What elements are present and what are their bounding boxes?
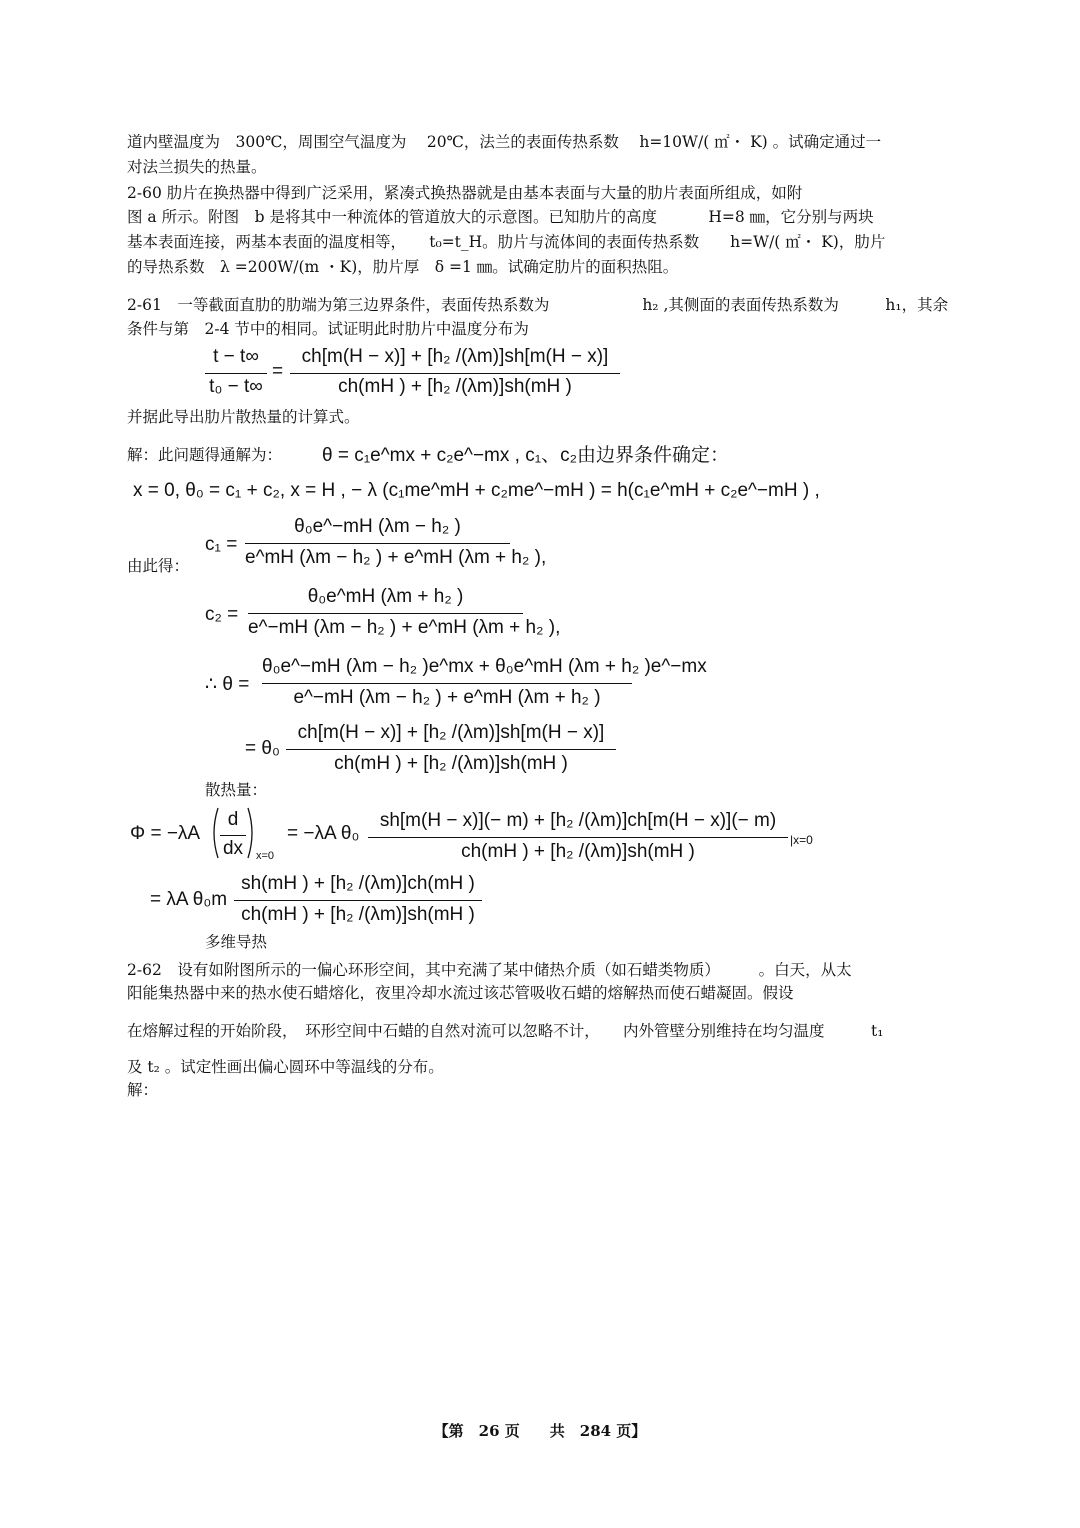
fraction-denominator: ch(mH ) + [h₂ /(λm)]sh(mH ): [461, 841, 695, 862]
phi-result-fraction: [234, 871, 482, 929]
fraction-numerator: ch[m(H − x)] + [h₂ /(λm)]sh[m(H − x)]: [301, 346, 609, 367]
fraction-bar: [220, 835, 246, 836]
phi-result-lhs: = λA θ₀m: [150, 889, 228, 910]
left-paren: [208, 806, 220, 860]
fraction-denominator: e^−mH (λm − h₂ ) + e^mH (λm + h₂ ),: [248, 617, 561, 638]
fraction-denominator: e^−mH (λm − h₂ ) + e^mH (λm + h₂ ): [293, 687, 601, 708]
fraction-bar: [368, 837, 788, 838]
fraction-numerator: θ₀e^−mH (λm − h₂ )e^mx + θ₀e^mH (λm + h₂ )e^−mx: [262, 656, 707, 677]
c1-fraction: [245, 514, 547, 572]
theta-lhs: ∴ θ =: [205, 674, 250, 695]
general-solution: θ = c₁e^mx + c₂e^−mx , c₁、c₂由边界条件确定：: [322, 445, 729, 466]
fraction-bar: [205, 373, 267, 374]
fraction-denominator: t₀ − t∞: [209, 376, 263, 397]
fraction-numerator: θ₀e^mH (λm + h₂ ): [307, 586, 464, 607]
text-line: 由此得：: [127, 557, 190, 575]
text-line: 在熔解过程的开始阶段， 环形空间中石蜡的自然对流可以忽略不计， 内外管壁分别维持在均匀温度 t₁: [127, 1022, 884, 1040]
heat-flow-label: 散热量：: [205, 781, 268, 799]
equals-sign: =: [272, 361, 284, 382]
boundary-conditions: x = 0, θ₀ = c₁ + c₂, x = H , − λ (c₁me^mH + c₂me^−mH ) = h(c₁e^mH + c₂e^−mH ) ,: [133, 480, 820, 501]
fraction-denominator: ch(mH ) + [h₂ /(λm)]sh(mH ): [334, 753, 568, 774]
text-line: 图 a 所示。附图 b 是将其中一种流体的管道放大的示意图。已知肋片的高度 H=8 ㎜，它分别与两块: [127, 208, 874, 226]
phi-middle: = −λA θ₀: [287, 823, 360, 844]
solution-label: 解：: [127, 1081, 159, 1099]
theta-fraction: [262, 654, 707, 712]
fraction-denominator: e^mH (λm − h₂ ) + e^mH (λm + h₂ ),: [245, 547, 547, 568]
subscript: x=0: [256, 850, 275, 862]
c1-lhs: c₁ =: [205, 534, 238, 555]
equation-lhs-fraction: [205, 344, 267, 402]
fraction-denominator: ch(mH ) + [h₂ /(λm)]sh(mH ): [338, 376, 572, 397]
problem-2-62: 2-62 设有如附图所示的一偏心环形空间，其中充满了某中储热介质（如石蜡类物质） 。白天，从太: [127, 961, 852, 979]
fraction-denominator: ch(mH ) + [h₂ /(λm)]sh(mH ): [241, 904, 475, 925]
phi-fraction: [368, 808, 788, 866]
theta-simplified-lhs: = θ₀: [245, 738, 280, 759]
theta-simplified-fraction: [286, 720, 616, 778]
fraction-bar: [248, 613, 523, 614]
equation-rhs-fraction: [290, 344, 620, 402]
text-line: 道内壁温度为 300℃，周围空气温度为 20℃，法兰的表面传热系数 h=10W/( ㎡・ K) 。试确定通过一: [127, 133, 882, 151]
fraction-numerator: d: [227, 809, 239, 830]
c2-fraction: [248, 584, 561, 642]
fraction-numerator: θ₀e^−mH (λm − h₂ ): [294, 516, 461, 537]
fraction-bar: [234, 900, 482, 901]
fraction-numerator: sh[m(H − x)](− m) + [h₂ /(λm)]ch[m(H − x)](− m): [379, 810, 777, 831]
section-title: 多维导热: [205, 933, 268, 951]
solution-label: 解：此问题得通解为：: [127, 446, 283, 464]
phi-lhs: Φ = −λA: [130, 823, 201, 844]
derivative-fraction: [220, 808, 246, 862]
text-line: 的导热系数 λ =200W/(m ・K)，肋片厚 δ =1 ㎜。试确定肋片的面积热阻。: [127, 258, 679, 276]
evaluation-bar: |x=0: [790, 833, 813, 847]
text-line: 及 t₂ 。试定性画出偏心圆环中等温线的分布。: [127, 1058, 444, 1076]
c2-lhs: c₂ =: [205, 604, 239, 625]
problem-2-61: 2-61 一等截面直肋的肋端为第三边界条件，表面传热系数为 h₂ ,其侧面的表面传热系数为 h₁，其余: [127, 296, 949, 314]
text-line: 条件与第 2-4 节中的相同。试证明此时肋片中温度分布为: [127, 320, 529, 338]
fraction-numerator: ch[m(H − x)] + [h₂ /(λm)]sh[m(H − x)]: [297, 722, 605, 743]
fraction-bar: [286, 749, 616, 750]
fraction-bar: [245, 543, 510, 544]
fraction-numerator: sh(mH ) + [h₂ /(λm)]ch(mH ): [241, 873, 475, 894]
text-line: 对法兰损失的热量。: [127, 158, 267, 176]
fraction-denominator: dx: [222, 838, 244, 859]
text-line: 阳能集热器中来的热水使石蜡熔化，夜里冷却水流过该芯管吸收石蜡的熔解热而使石蜡凝固。假设: [127, 984, 794, 1002]
page-number: 【第 26 页 共 284 页】: [433, 1422, 647, 1440]
fraction-numerator: t − t∞: [213, 346, 259, 367]
text-line: 并据此导出肋片散热量的计算式。: [127, 408, 360, 426]
problem-2-60: 2-60 肋片在换热器中得到广泛采用，紧凑式换热器就是由基本表面与大量的肋片表面所组成，如附: [127, 184, 803, 202]
text-line: 基本表面连接，两基本表面的温度相等， t₀=t_H。肋片与流体间的表面传热系数 h=W/( ㎡・ K)，肋片: [127, 233, 886, 251]
fraction-bar: [290, 373, 620, 374]
fraction-bar: [262, 683, 632, 684]
